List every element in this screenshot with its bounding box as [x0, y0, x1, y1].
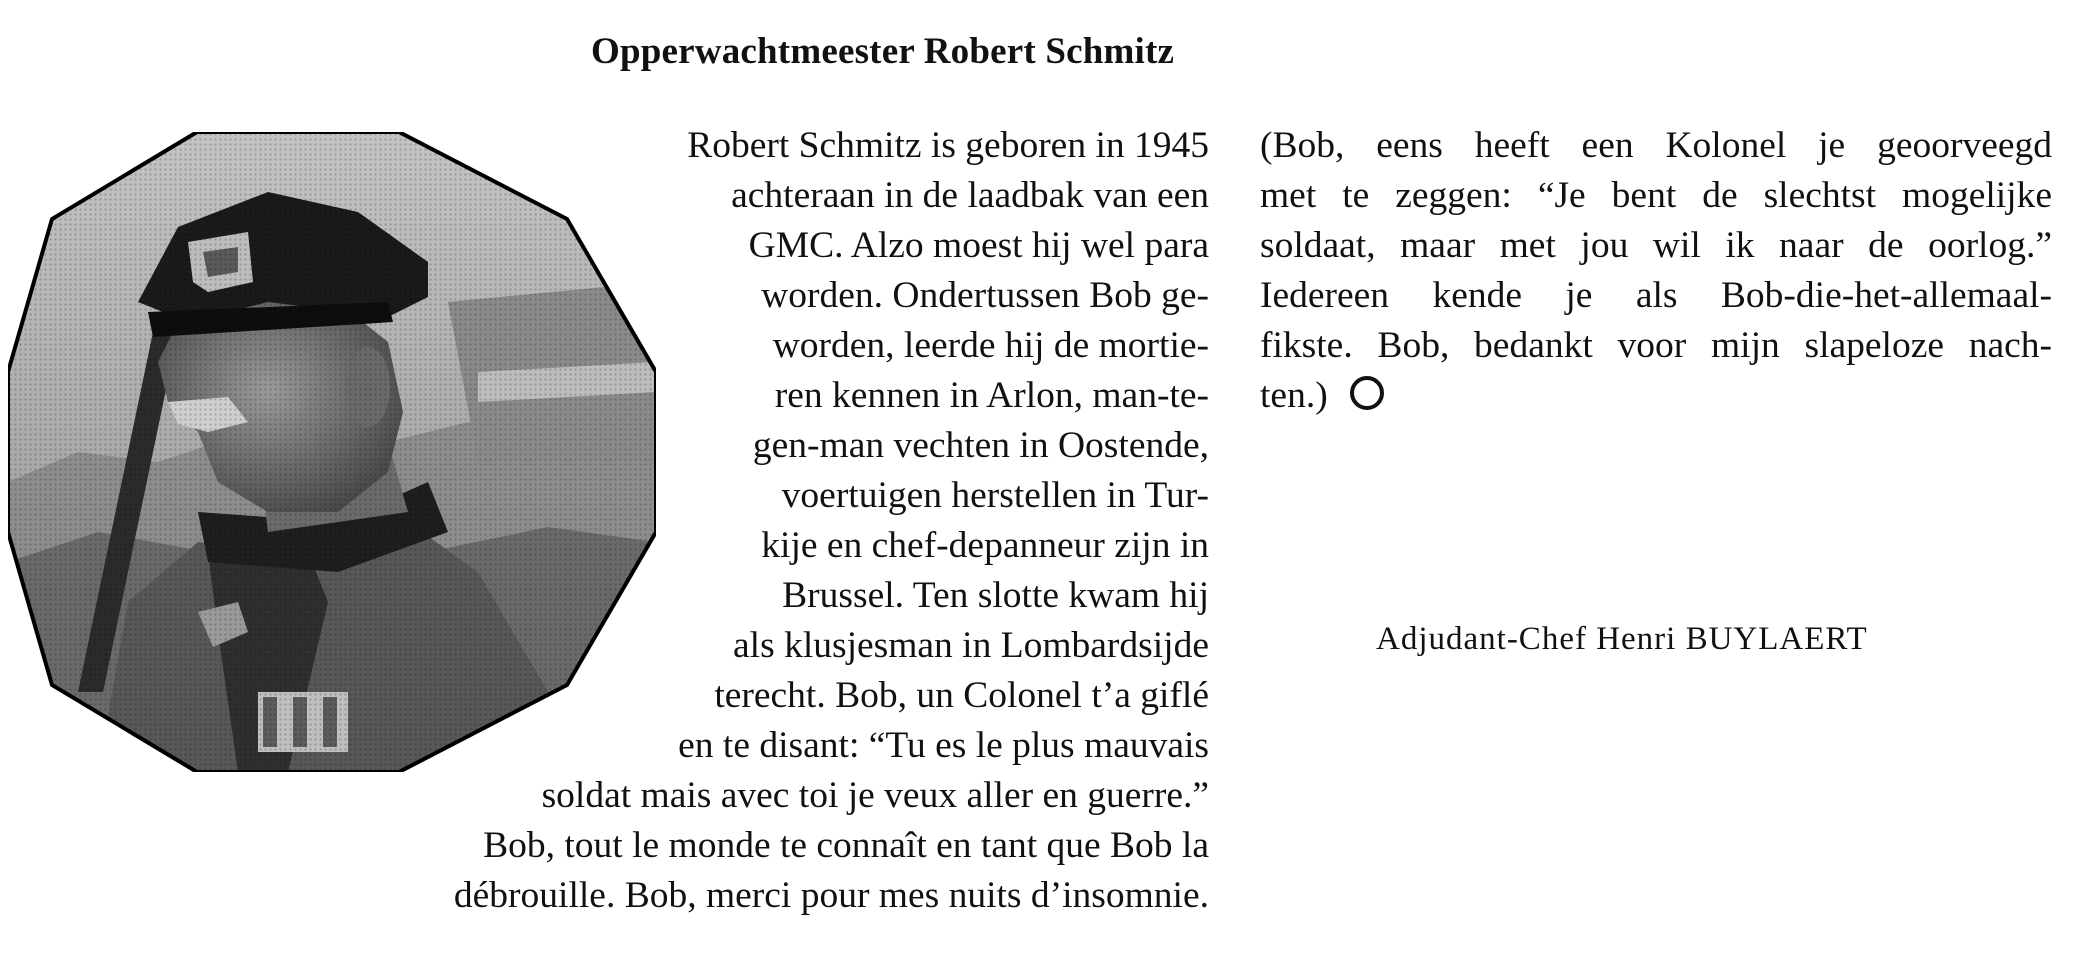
text-line: achteraan in de laadbak van een: [731, 175, 1209, 216]
text-line: fikste. Bob, bedankt voor mijn slapeloze nach-: [1260, 325, 2052, 366]
text-line: worden, leerde hij de mortie-: [772, 325, 1209, 366]
text-line-last: [1260, 371, 2052, 421]
text-line: Robert Schmitz is geboren in 1945: [687, 125, 1209, 166]
text-line: soldat mais avec toi je veux aller en guerre.”: [541, 775, 1209, 816]
text-line: met te zeggen: “Je bent de slechtst mogelijke: [1260, 175, 2052, 216]
text-line: Brussel. Ten slotte kwam hij: [782, 575, 1209, 616]
text-line: gen-man vechten in Oostende,: [752, 425, 1209, 466]
text-line: ren kennen in Arlon, man-te-: [774, 375, 1209, 416]
left-text-column: [0, 121, 1209, 921]
text-line: en te disant: “Tu es le plus mauvais: [678, 725, 1209, 766]
text-line: als klusjesman in Lombardsijde: [733, 625, 1209, 666]
text-line-last-text: ten.): [1260, 375, 1328, 416]
text-line: débrouille. Bob, merci pour mes nuits d’insomnie.: [453, 875, 1209, 916]
text-line: kije en chef-depanneur zijn in: [761, 525, 1209, 566]
text-line: worden. Ondertussen Bob ge-: [761, 275, 1209, 316]
article-title: Opperwachtmeester Robert Schmitz: [591, 31, 1175, 72]
author-signature: Adjudant-Chef Henri BUYLAERT: [1376, 621, 1868, 657]
text-line: terecht. Bob, un Colonel t’a giflé: [714, 675, 1209, 716]
text-line: Iedereen kende je als Bob-die-het-allemaal-: [1260, 275, 2052, 316]
text-line: GMC. Alzo moest hij wel para: [748, 225, 1209, 266]
text-line: soldaat, maar met jou wil ik naar de oorlog.”: [1260, 225, 2052, 266]
text-line: (Bob, eens heeft een Kolonel je geoorveegd: [1260, 125, 2052, 166]
text-line: Bob, tout le monde te connaît en tant que Bob la: [483, 825, 1209, 866]
end-of-article-circle-icon: [1350, 376, 1384, 410]
right-text-column: [1260, 121, 2052, 421]
text-line: voertuigen herstellen in Tur-: [781, 475, 1209, 516]
